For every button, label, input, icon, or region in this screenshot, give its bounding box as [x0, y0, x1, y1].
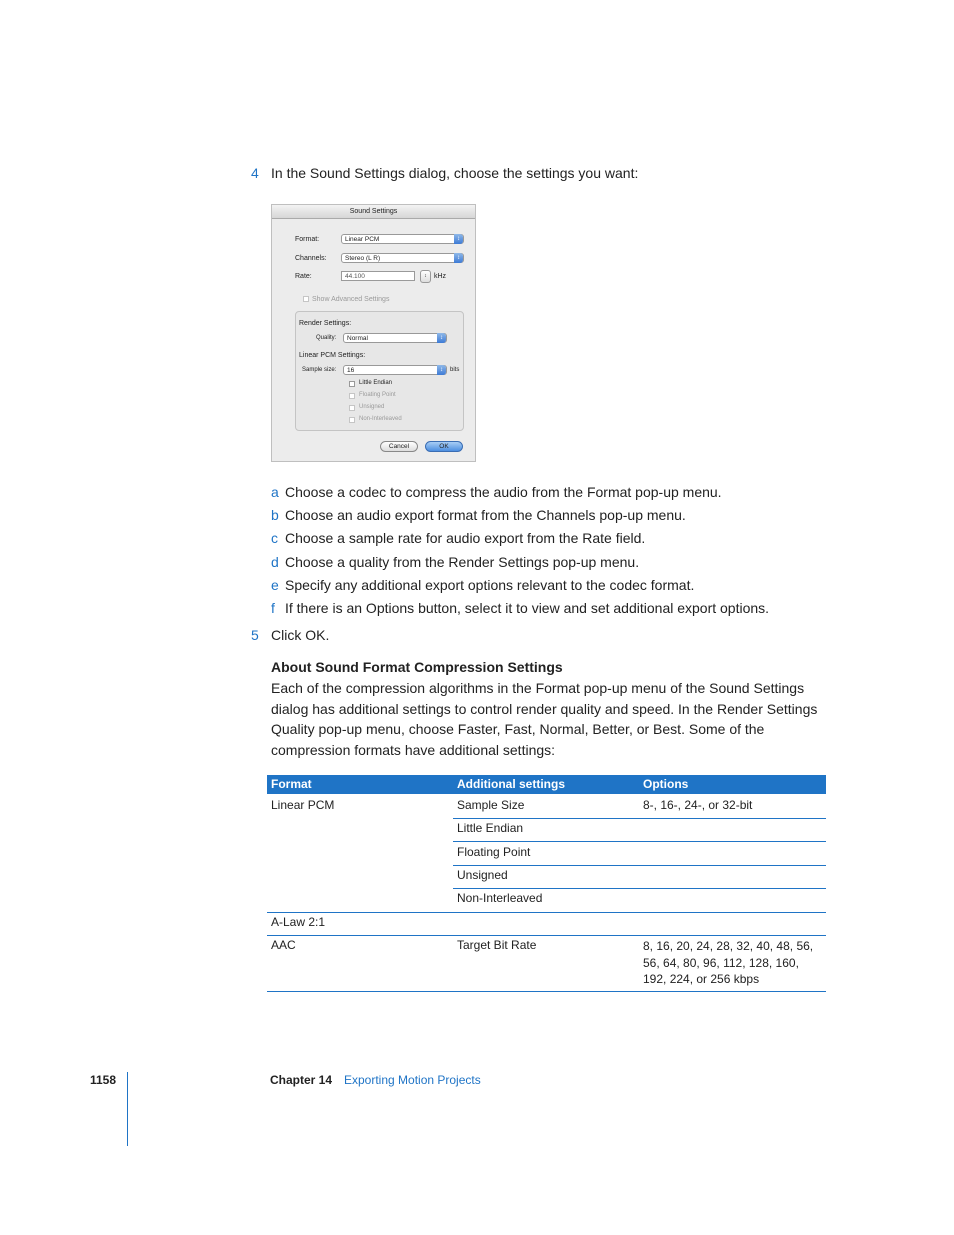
- unsigned-label: Unsigned: [359, 404, 385, 410]
- updown-arrows-icon: ↕: [437, 333, 446, 343]
- footer-rule: [127, 1072, 128, 1146]
- updown-arrows-icon: ↕: [454, 234, 463, 244]
- non-interleaved-label: Non-Interleaved: [359, 416, 402, 422]
- table-header: [267, 775, 826, 794]
- table-cell: 8-, 16-, 24-, or 32-bit: [643, 798, 753, 812]
- pcm-settings-label: Linear PCM Settings:: [299, 352, 366, 359]
- floating-point-label: Floating Point: [359, 392, 396, 398]
- substep-letter: e: [271, 577, 279, 593]
- step-text: In the Sound Settings dialog, choose the settings you want:: [271, 165, 639, 181]
- row-divider: [453, 841, 826, 842]
- substep-text: If there is an Options button, select it to view and set additional export options.: [285, 600, 770, 616]
- table-cell: Unsigned: [457, 868, 508, 882]
- show-advanced-checkbox[interactable]: [303, 296, 309, 302]
- substep-text: Choose a codec to compress the audio from the Format pop-up menu.: [285, 484, 722, 500]
- sample-size-value: 16: [347, 367, 355, 374]
- substep-text: Choose an audio export format from the Channels pop-up menu.: [285, 507, 686, 523]
- rate-label: Rate:: [295, 273, 312, 280]
- sample-size-popup[interactable]: [343, 365, 447, 375]
- row-divider: [453, 865, 826, 866]
- quality-popup[interactable]: [343, 333, 447, 343]
- channels-value: Stereo (L R): [345, 255, 381, 262]
- substep-letter: a: [271, 484, 279, 500]
- row-divider: [453, 888, 826, 889]
- table-cell: Non-Interleaved: [457, 891, 543, 905]
- section-body: Each of the compression algorithms in the Format pop-up menu of the Sound Settings dialog has additional settings to control render quality and speed. In the Render Settings Quality pop-up menu, choose Faster, Fast, Normal, Better, or Best. Some of the compression formats have additional settings:: [271, 680, 818, 758]
- substep-text: Specify any additional export options relevant to the codec format.: [285, 577, 695, 593]
- format-label: Format:: [295, 236, 320, 243]
- channels-label: Channels:: [295, 255, 327, 262]
- format-popup[interactable]: [341, 234, 464, 244]
- rate-field[interactable]: 44.100: [341, 271, 415, 281]
- header-format: Format: [271, 777, 312, 791]
- cancel-button[interactable]: Cancel: [380, 441, 418, 452]
- render-settings-label: Render Settings:: [299, 320, 352, 327]
- ok-button[interactable]: OK: [425, 441, 463, 452]
- format-value: Linear PCM: [345, 236, 380, 243]
- quality-value: Normal: [347, 335, 368, 342]
- table-cell: Floating Point: [457, 845, 531, 859]
- substep-letter: c: [271, 530, 278, 546]
- non-interleaved-checkbox[interactable]: [349, 417, 355, 423]
- substep-letter: d: [271, 554, 279, 570]
- header-options: Options: [643, 777, 689, 791]
- table-cell: A-Law 2:1: [271, 915, 326, 929]
- substep-text: Choose a quality from the Render Settings pop-up menu.: [285, 554, 640, 570]
- row-divider: [267, 935, 826, 936]
- floating-point-checkbox[interactable]: [349, 393, 355, 399]
- header-additional: Additional settings: [457, 777, 565, 791]
- step-number: 5: [251, 627, 259, 643]
- sample-size-label: Sample size:: [302, 367, 337, 373]
- section-heading: About Sound Format Compression Settings: [271, 659, 563, 675]
- row-divider: [267, 991, 826, 992]
- row-divider: [267, 912, 826, 913]
- sound-settings-dialog: [271, 204, 476, 462]
- channels-popup[interactable]: [341, 253, 464, 263]
- quality-label: Quality:: [316, 335, 337, 341]
- substep-text: Choose a sample rate for audio export from the Rate field.: [285, 530, 646, 546]
- little-endian-checkbox[interactable]: [349, 381, 355, 387]
- table-cell: 8, 16, 20, 24, 28, 32, 40, 48, 56, 56, 64, 80, 96, 112, 128, 160, 192, 224, or 256 kbps: [643, 939, 814, 986]
- table-cell: AAC: [271, 938, 296, 952]
- render-settings-group: [295, 311, 464, 431]
- rate-unit: kHz: [434, 273, 447, 280]
- sample-size-unit: bits: [450, 367, 460, 373]
- step-number: 4: [251, 165, 259, 181]
- step-text: Click OK.: [271, 627, 330, 643]
- chapter-label: Chapter 14: [270, 1073, 333, 1087]
- substep-letter: f: [271, 600, 275, 616]
- unsigned-checkbox[interactable]: [349, 405, 355, 411]
- table-cell: Little Endian: [457, 821, 524, 835]
- table-cell: Target Bit Rate: [457, 938, 537, 952]
- compression-table: [267, 775, 826, 986]
- table-cell: Sample Size: [457, 798, 525, 812]
- show-advanced-label: Show Advanced Settings: [312, 296, 390, 303]
- substep-letter: b: [271, 507, 279, 523]
- dialog-title: Sound Settings: [272, 205, 475, 219]
- table-cell: Linear PCM: [271, 798, 335, 812]
- updown-arrows-icon: ↕: [437, 365, 446, 375]
- little-endian-label: Little Endian: [359, 380, 393, 386]
- row-divider: [453, 818, 826, 819]
- updown-arrows-icon: ↕: [454, 253, 463, 263]
- page-number: 1158: [90, 1073, 117, 1087]
- chapter-title: Exporting Motion Projects: [344, 1073, 481, 1087]
- rate-stepper[interactable]: ↕: [420, 270, 431, 283]
